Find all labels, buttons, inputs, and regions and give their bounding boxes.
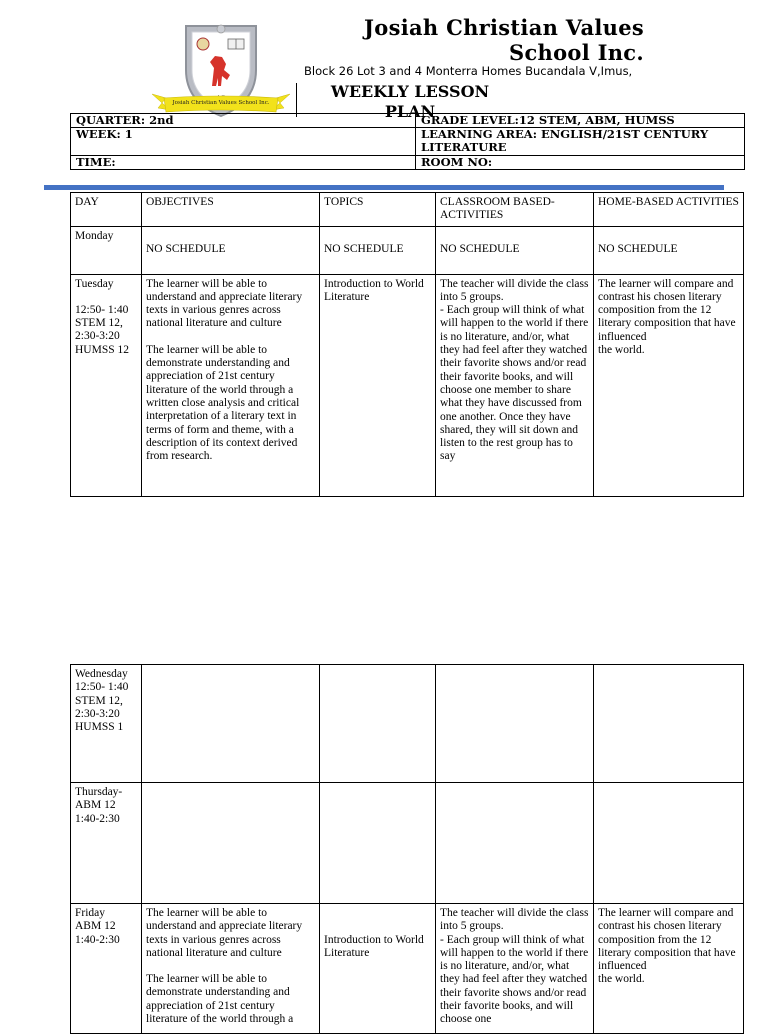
activity-line: The teacher will divide the class into 5 groups. xyxy=(440,277,589,303)
home-cell-monday: NO SCHEDULE xyxy=(594,226,744,274)
day-line: 12:50- 1:40 xyxy=(75,681,129,694)
school-name-line2: School Inc. xyxy=(508,40,644,65)
day-line: STEM 12, xyxy=(75,317,123,330)
home-line: The learner will compare and contrast his chosen literary composition from the 12 literary composition that have influenced xyxy=(598,277,736,343)
home-cell-friday xyxy=(594,904,744,1034)
table-row-thursday xyxy=(71,783,744,904)
school-address: Block 26 Lot 3 and 4 Monterra Homes Bucandala V,Imus, xyxy=(304,64,633,78)
plan-title-line1: WEEKLY LESSON xyxy=(330,82,490,101)
day-line: 2:30-3:20 xyxy=(75,330,120,343)
day-line: 12:50- 1:40 xyxy=(75,303,129,316)
home-line: the world. xyxy=(598,344,645,357)
day-line: ABM 12 xyxy=(75,920,116,933)
day-line: Friday xyxy=(75,907,106,919)
objectives-cell-thursday xyxy=(142,783,320,904)
col-header-objectives: OBJECTIVES xyxy=(142,193,320,227)
day-cell-monday: Monday xyxy=(71,226,142,274)
objective-paragraph: The learner will be able to demonstrate understanding and appreciation of 21st century literature of the world through a xyxy=(146,973,294,1026)
classroom-cell-wednesday xyxy=(436,665,594,783)
paragraph-spacer xyxy=(146,960,315,973)
day-line-spacer xyxy=(75,291,137,304)
learning-area-cell xyxy=(416,128,745,156)
objective-paragraph: The learner will be able to demonstrate understanding and appreciation of 21st century literature of the world through a written close analysis and critical interpretation of a literary text in terms of form and theme, with a description of its context derived from research. xyxy=(146,343,300,463)
header-row xyxy=(71,193,744,227)
table-row-monday xyxy=(71,226,744,274)
day-line: 1:40-2:30 xyxy=(75,812,120,825)
school-name xyxy=(364,15,644,65)
logo-ribbon-text: Josiah Christian Values School Inc. xyxy=(172,100,270,106)
day-line: 2:30-3:20 xyxy=(75,707,120,720)
objectives-cell-tuesday xyxy=(142,274,320,496)
day-line: 1:40-2:30 xyxy=(75,933,120,946)
home-line: the world. xyxy=(598,973,645,986)
day-line: HUMSS 1 xyxy=(75,721,124,734)
plan-title-line2: PLAN xyxy=(384,102,436,121)
topics-cell-thursday xyxy=(320,783,436,904)
day-line: Wednesday xyxy=(75,668,128,680)
paragraph-spacer xyxy=(146,331,315,344)
col-header-topics: TOPICS xyxy=(320,193,436,227)
day-line: HUMSS 12 xyxy=(75,343,130,356)
topics-cell-friday: Introduction to World Literature xyxy=(320,904,436,1034)
day-cell-wednesday xyxy=(71,665,142,783)
day-line: STEM 12, xyxy=(75,694,123,707)
week-cell: WEEK: 1 xyxy=(71,128,416,156)
learning-area-line1: LEARNING AREA: ENGLISH/21ST CENTURY xyxy=(421,127,709,141)
col-header-home: HOME-BASED ACTIVITIES xyxy=(594,193,744,227)
objectives-cell-wednesday xyxy=(142,665,320,783)
objective-paragraph: The learner will be able to understand and appreciate literary texts in various genres across national literature and culture xyxy=(146,907,303,959)
table-row-tuesday xyxy=(71,274,744,496)
header-divider xyxy=(296,83,297,117)
lesson-table-bottom xyxy=(70,664,744,1034)
table-row-wednesday xyxy=(71,665,744,783)
time-cell: TIME: xyxy=(71,156,416,170)
home-line: The learner will compare and contrast his chosen literary composition from the 12 literary composition that have influenced xyxy=(598,907,736,973)
room-cell: ROOM NO: xyxy=(416,156,745,170)
topics-cell-wednesday xyxy=(320,665,436,783)
activity-line: - Each group will think of what will happen to the world if there is no literature, and/or, what they had feel after they watched their favorite shows and/or read their favorite books, and will choose one member to share what they have discussed from one another. Once they have shared, they will sit down and listen to the rest group has to say xyxy=(440,304,589,463)
day-cell-thursday xyxy=(71,783,142,904)
topics-cell-tuesday: Introduction to World Literature xyxy=(320,274,436,496)
day-line: Thursday- xyxy=(75,786,123,798)
school-name-line1: Josiah Christian Values xyxy=(364,15,644,40)
accent-divider xyxy=(44,185,724,190)
col-header-classroom: CLASSROOM BASED-ACTIVITIES xyxy=(436,193,594,227)
day-cell-friday xyxy=(71,904,142,1034)
quarter-cell: QUARTER: 2nd xyxy=(71,114,416,128)
home-cell-wednesday xyxy=(594,665,744,783)
school-logo xyxy=(148,20,294,124)
learning-area-line2: LITERATURE xyxy=(421,140,507,154)
activity-line: The teacher will divide the class into 5 groups. xyxy=(440,907,589,933)
classroom-cell-monday: NO SCHEDULE xyxy=(436,226,594,274)
col-header-day: DAY xyxy=(71,193,142,227)
objectives-cell-friday xyxy=(142,904,320,1034)
classroom-cell-tuesday xyxy=(436,274,594,496)
activity-line: - Each group will think of what will happen to the world if there is no literature, and/or, what they had feel after they watched their favorite shows and/or read their favorite books, and will choose one xyxy=(440,933,589,1026)
classroom-cell-thursday xyxy=(436,783,594,904)
day-cell-tuesday xyxy=(71,274,142,496)
classroom-cell-friday xyxy=(436,904,594,1034)
home-cell-tuesday xyxy=(594,274,744,496)
info-table xyxy=(70,113,745,170)
objectives-cell-monday: NO SCHEDULE xyxy=(142,226,320,274)
lesson-table-top xyxy=(70,192,744,497)
day-line: Tuesday xyxy=(75,277,114,290)
day-line: ABM 12 xyxy=(75,799,116,812)
topics-cell-monday: NO SCHEDULE xyxy=(320,226,436,274)
home-cell-thursday xyxy=(594,783,744,904)
grade-level-cell: GRADE LEVEL:12 STEM, ABM, HUMSS xyxy=(416,114,745,128)
objective-paragraph: The learner will be able to understand and appreciate literary texts in various genres across national literature and culture xyxy=(146,277,303,330)
table-row-friday xyxy=(71,904,744,1034)
